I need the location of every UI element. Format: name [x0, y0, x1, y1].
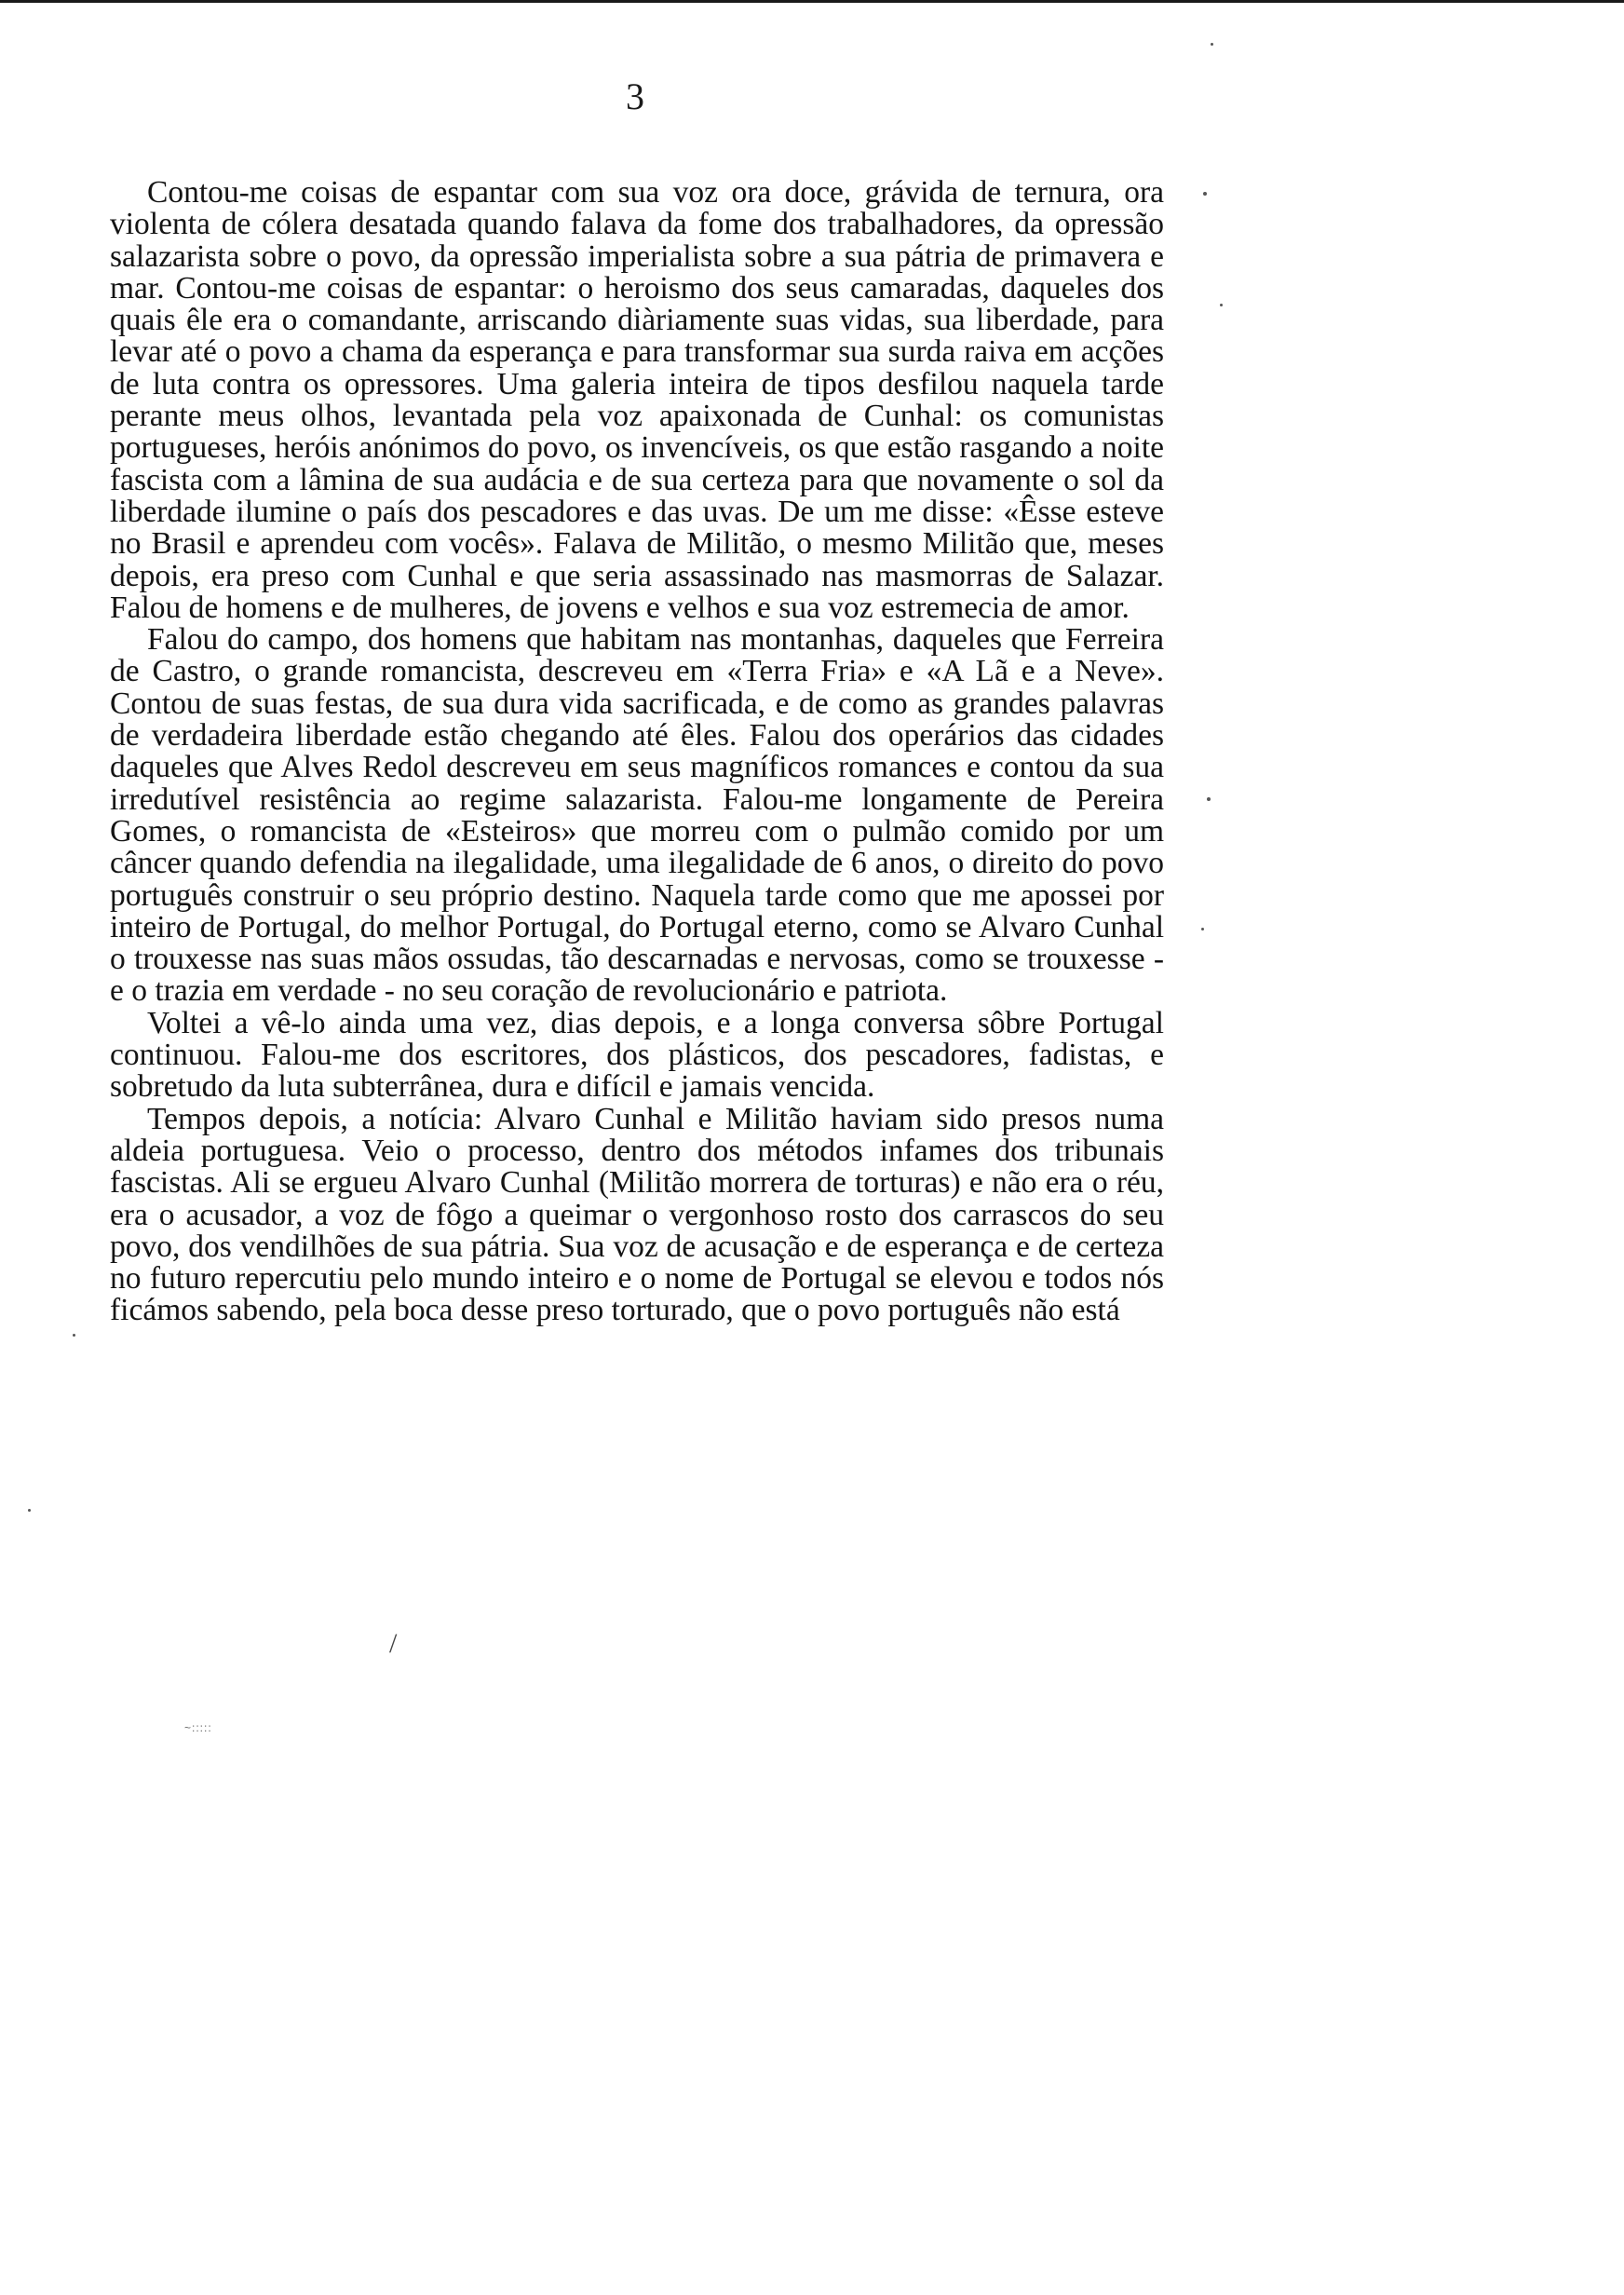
footer-smudge: ~::::: — [184, 1721, 212, 1734]
paragraph-1: Contou-me coisas de espantar com sua voz ora doce, grávida de ternura, ora violenta de cólera desatada quando falava da fome dos trabalhadores, da opressão salazarista sobre o povo, da opressão imperialista sobre a sua pátria de primavera e mar. Contou-me coisas de espantar: o heroismo dos seus camaradas, daqueles dos quais êle era o comandante, arriscando diàriamente suas vidas, sua liberdade, para levar até o povo a chama da esperança e para transformar sua surda raiva em acções de luta contra os opressores. Uma galeria inteira de tipos desfilou naquela tarde perante meus olhos, levantada pela voz apaixonada de Cunhal: os comunistas portugueses, heróis anónimos do povo, os invencíveis, os que estão rasgando a noite fascista com a lâmina de sua audácia e de sua certeza para que novamente o sol da liberdade ilumine o país dos pescadores e das uvas. De um me disse: «Êsse esteve no Brasil e aprendeu com vocês». Falava de Militão, o mesmo Militão que, meses depois, era preso com Cunhal e que seria assassinado nas masmorras de Salazar. Falou de homens e de mulheres, de jovens e velhos e sua voz estremecia de amor. — [110, 175, 1164, 625]
paragraph-4: Tempos depois, a notícia: Alvaro Cunhal e Militão haviam sido presos numa aldeia portuguesa. Veio o processo, dentro dos métodos infames dos tribunais fascistas. Ali se ergueu Alvaro Cunhal (Militão morrera de torturas) e não era o réu, era o acusador, a voz de fôgo a queimar o vergonhoso rosto dos carrascos do seu povo, dos vendilhões de sua pátria. Sua voz de acusação e de esperança e de certeza no futuro repercutiu pelo mundo inteiro e o nome de Portugal se elevou e todos nós ficámos sabendo, pela boca desse preso torturado, que o povo português não está — [110, 1101, 1164, 1328]
top-edge-rule — [0, 0, 1624, 3]
paragraph-2: Falou do campo, dos homens que habitam nas montanhas, daqueles que Ferreira de Castro, o grande romancista, descreveu em «Terra Fria» e «A Lã e a Neve». Contou de suas festas, de sua dura vida sacrificada, e de como as grandes palavras de verdadeira liberdade estão chegando até êles. Falou dos operários das cidades daqueles que Alves Redol descreveu em seus magníficos romances e contou da sua irredutível resistência ao regime salazarista. Falou-me longamente de Pereira Gomes, o romancista de «Esteiros» que morreu com o pulmão comido por um câncer quando defendia na ilegalidade, uma ilegalidade de 6 anos, o direito do povo português construir o seu próprio destino. Naquela tarde como que me apossei por inteiro de Portugal, do melhor Portugal, do Portugal eterno, como se Alvaro Cunhal o trouxesse nas suas mãos ossudas, tão descarnadas e nervosas, como se trouxesse - e o trazia em verdade - no seu coração de revolucionário e patriota. — [110, 622, 1164, 1009]
scan-speck — [1207, 797, 1211, 801]
stray-mark: / — [389, 1628, 398, 1659]
paragraph-3: Voltei a vê-lo ainda uma vez, dias depois, e a longa conversa sôbre Portugal continuou. Falou-me dos escritores, dos plásticos, dos pescadores, fadistas, e sobretudo da luta subterrânea, dura e difícil e jamais vencida. — [110, 1005, 1164, 1105]
scan-speck — [28, 1509, 31, 1512]
scan-speck — [1203, 192, 1207, 196]
scan-speck — [1211, 43, 1213, 46]
scan-speck — [1220, 304, 1223, 306]
body-text — [110, 177, 1164, 1327]
page-number: 3 — [626, 75, 644, 117]
scan-speck — [1201, 928, 1204, 930]
scan-speck — [73, 1334, 75, 1337]
